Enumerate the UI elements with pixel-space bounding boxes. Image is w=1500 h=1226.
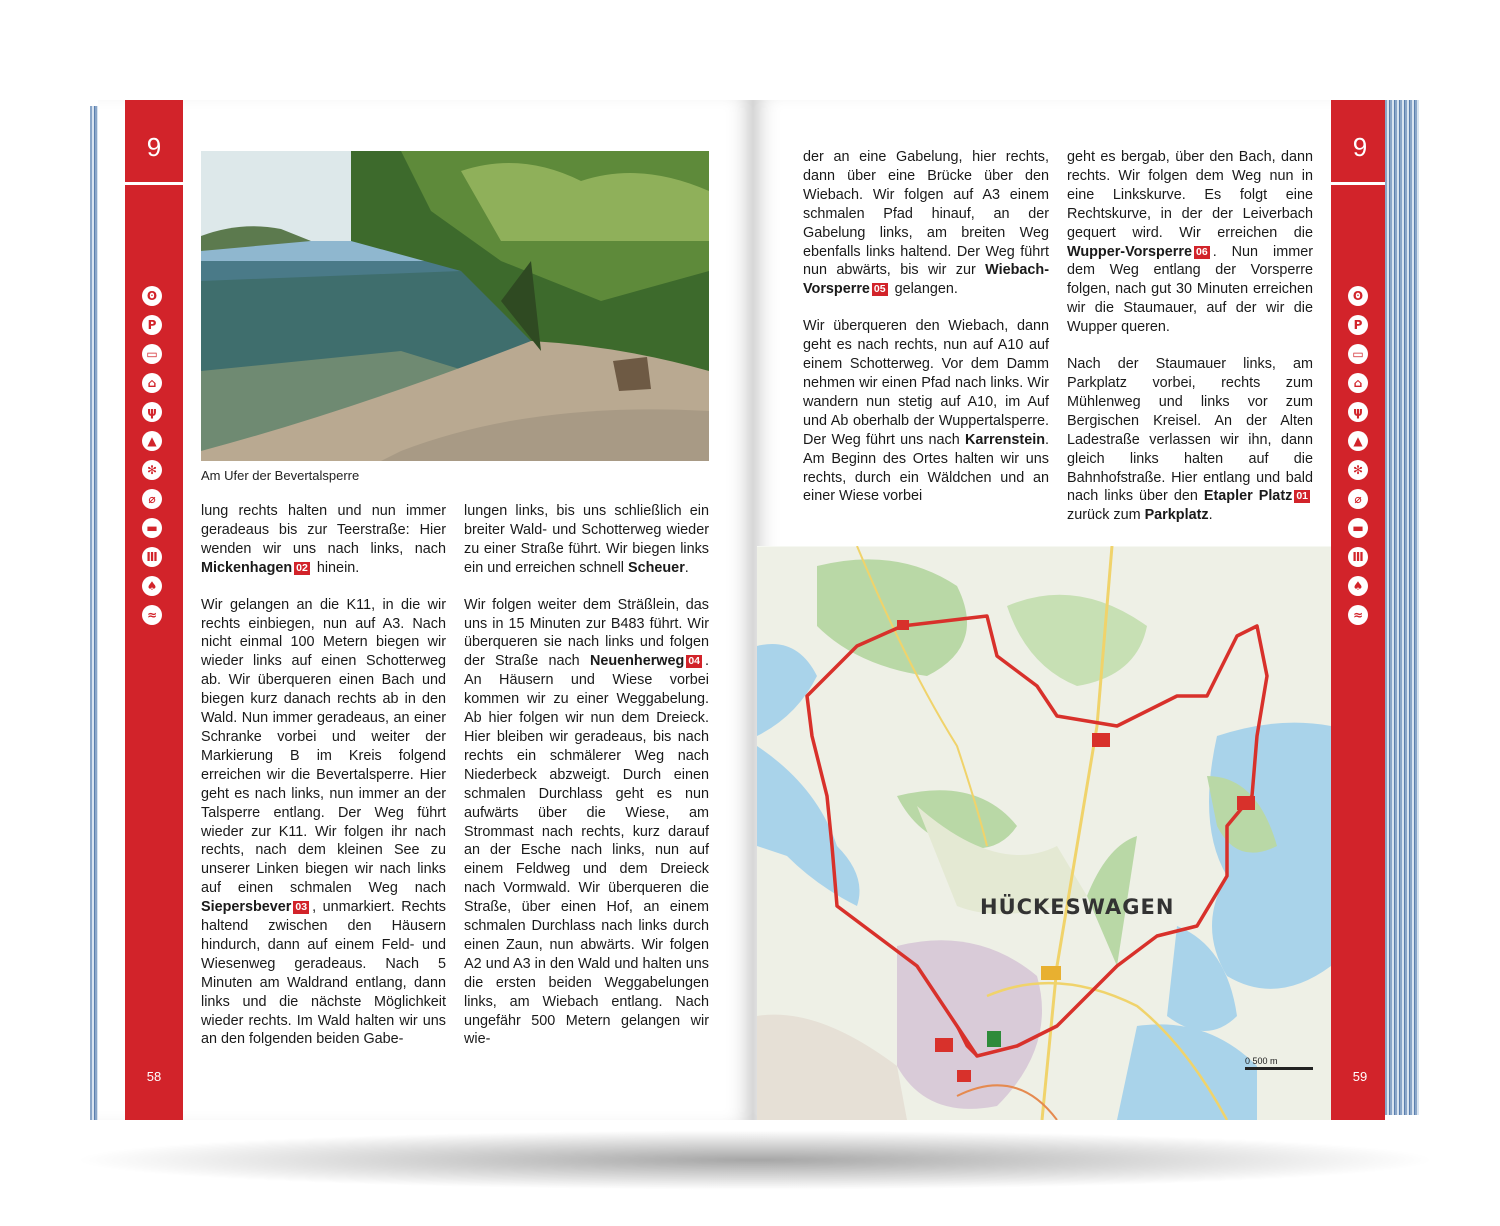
parking-icon: P <box>142 315 162 335</box>
place-name: Etapler Platz <box>1203 488 1293 505</box>
museum-icon: Ⅲ <box>142 547 162 567</box>
place-name: Wiebach-Vorsperre <box>803 262 1049 298</box>
camping-icon: ▲ <box>1348 431 1368 451</box>
place-name: Mickenhagen <box>201 559 293 576</box>
paragraph <box>1067 355 1313 525</box>
right-page <box>753 100 1385 1120</box>
tour-number-right: 9 <box>1352 132 1368 162</box>
text-segment: gelangen. <box>890 281 958 298</box>
waypoint-badge: 03 <box>295 901 308 914</box>
waypoint-badge: 04 <box>688 655 700 668</box>
book-shadow <box>70 1130 1440 1190</box>
paragraph <box>464 596 709 1050</box>
text-segment: . An Häusern und Wiese vorbei kommen wir zu einer Weggabelung. Ab hier folgen wir nun dem Dreieck. Hier bleiben wir geradeaus, bis nach rechts ein schmälerer Weg nach Niederbeck abzweigt. Durch einen schmalen Durchlass geht es nun aufwärts über die Wiese, am Strommast nach rechts, kurz darauf an der Esche nach links, nun auf einem Feldweg und dem Dreieck nach Vormwald. Wir überqueren die Straße, über einen Hof, an einem schmalen Durchlass nach links durch einen Zaun, nun abwärts. Wir folgen A2 und A3 in den Wald und halten uns die ersten beiden Weggabelungen links, am Wiebach entlang. Nach ungefähr 500 Metern gelangen wir wie- <box>464 653 709 1048</box>
swimming-icon: ≈ <box>1348 605 1368 625</box>
text-column-4 <box>1067 148 1313 543</box>
text-column-3 <box>803 148 1049 524</box>
museum-icon: Ⅲ <box>1348 547 1368 567</box>
snowflake-icon: ✻ <box>1348 460 1368 480</box>
waypoint-badge: 05 <box>873 283 886 296</box>
bicycle-icon: ⌀ <box>142 489 162 509</box>
map-town-label: HÜCKESWAGEN <box>980 895 1175 919</box>
tour-number: 9 <box>146 132 162 162</box>
band-divider <box>125 182 183 185</box>
route-map <box>757 546 1331 1120</box>
text-segment: zurück zum <box>1067 507 1145 524</box>
text-segment: , unmarkiert. Rechts haltend zwischen den Häusern hindurch, dann auf einem Feld- und Wiesenweg geradeaus. Nach 5 Minuten am Waldrand entlang, dann links und die nächste Möglichkeit wieder rechts. Im Wald halten wir uns an den folgenden beiden Gabe- <box>201 899 446 1048</box>
left-page <box>98 100 753 1120</box>
waypoint-badge: 02 <box>296 561 308 574</box>
text-segment: geht es bergab, über den Bach, dann rechts. Wir folgen dem Weg nun in eine Linkskurve. Es folgt eine Rechtskurve, in der der Leiverbach gequert wird. Wir erreichen die <box>1067 149 1313 241</box>
photo-caption: Am Ufer der Bevertalsperre <box>201 468 360 483</box>
restaurant-icon: ψ <box>1348 402 1368 422</box>
place-name: Wupper-Vorsperre <box>1067 243 1193 260</box>
camping-icon: ▲ <box>142 431 162 451</box>
map-scale-bar <box>1245 1067 1313 1070</box>
bus-icon: ▭ <box>142 344 162 364</box>
right-page-edges <box>1385 100 1419 1115</box>
text-segment: . <box>1208 507 1213 524</box>
restaurant-icon: ψ <box>142 402 162 422</box>
tree-icon: ♠ <box>1348 576 1368 596</box>
place-name: Parkplatz <box>1144 507 1209 524</box>
place-name: Karrenstein <box>965 431 1045 448</box>
paragraph <box>803 148 1049 299</box>
waypoint-badge: 06 <box>1196 245 1208 258</box>
bear-icon: ʘ <box>1348 286 1368 306</box>
bus-icon: ▭ <box>1348 344 1368 364</box>
text-segment: Nach der Staumauer links, am Parkplatz vorbei, rechts zum Mühlenweg und links vor zum Bergischen Kreisel. An der Alten Ladestraße verlassen wir ihn, dann gleich links halten auf die Bahnhofstraße. Hier entlang und bald nach links über den <box>1067 356 1313 505</box>
text-segment: Wir gelangen an die K11, in die wir rechts einbiegen, nun auf A3. Nach nicht einmal 100 Metern biegen wir wieder links auf einen Schotterweg ab. Wir überqueren einen Bach und biegen kurz danach rechts ab in den Wald. Nun immer geradeaus, an einer Schranke vorbei und weiter der Markierung B im Kreis folgend erreichen wir die Bevertalsperre. Hier geht es nach links, nun immer an der Talsperre entlang. Der Weg führt wieder zur K11. Wir folgen ihr nach rechts, nach dem kleinen See zu unserer Linken biegen wir nach links auf einen schmalen Weg nach <box>201 596 446 897</box>
text-column-2 <box>464 502 709 1067</box>
parking-icon: P <box>1348 315 1368 335</box>
text-segment: . Nun immer dem Weg entlang der Vorsperre folgen, nach gut 30 Minuten erreichen wir die Staumauer, auf der wir die Wupper queren. <box>1067 243 1313 336</box>
text-segment: . Am Beginn des Ortes halten wir uns rechts, durch ein Wäldchen und an einer Wiese vorbei <box>803 431 1049 505</box>
text-segment: der an eine Gabelung, hier rechts, dann über eine Brücke über den Wiebach. Wir folgen auf A3 einem schmalen Pfad hinauf, an der Gabelung links, am breiten Weg ebenfalls links haltend. Der Weg führt nun abwärts, bis wir zur <box>803 149 1049 279</box>
paragraph <box>201 596 446 1050</box>
bicycle-icon: ⌀ <box>1348 489 1368 509</box>
lake-shore-photo <box>201 151 709 461</box>
text-segment: Wir überqueren den Wiebach, dann geht es nach rechts, nun auf A10 auf einem Schotterweg. Vor dem Damm nehmen wir einen Pfad nach links. Wir wandern nun stetig auf A10, im Auf und Ab oberhalb der Wuppertalsperre. Der Weg führt uns nach <box>803 318 1049 448</box>
icon-column-right <box>1348 286 1372 634</box>
tree-icon: ♠ <box>142 576 162 596</box>
paragraph <box>1067 148 1313 337</box>
cable-car-icon: ⌂ <box>142 373 162 393</box>
page-number-left: 58 <box>146 1069 162 1084</box>
map-scale-label: 0 500 m <box>1245 1056 1278 1066</box>
map-scale <box>1245 1056 1313 1070</box>
text-segment: Wir folgen weiter dem Sträßlein, das uns in 15 Minuten zur B483 führt. Wir überqueren sie nach links und folgen der Straße nach <box>464 596 709 670</box>
text-column-1 <box>201 502 446 1067</box>
left-side-band <box>125 100 183 1120</box>
place-name: Siepersbever <box>201 899 292 916</box>
paragraph <box>464 502 709 578</box>
snowflake-icon: ✻ <box>142 460 162 480</box>
text-segment: . <box>684 559 689 576</box>
paragraph <box>201 502 446 578</box>
paragraph <box>803 317 1049 506</box>
right-side-band <box>1331 100 1385 1120</box>
bed-icon: ▬ <box>1348 518 1368 538</box>
waypoint-badge: 01 <box>1296 490 1308 503</box>
text-segment: lungen links, bis uns schließlich ein breiter Wald- und Schotterweg wieder zu einer Straße führt. Wir biegen links ein und erreichen schnell <box>464 503 709 576</box>
place-name: Scheuer <box>628 559 685 576</box>
icon-column <box>142 286 166 634</box>
band-divider-right <box>1331 182 1385 185</box>
place-name: Neuenherweg <box>589 653 685 670</box>
swimming-icon: ≈ <box>142 605 162 625</box>
page-number-right: 59 <box>1352 1069 1368 1084</box>
text-segment: hinein. <box>312 559 360 576</box>
cable-car-icon: ⌂ <box>1348 373 1368 393</box>
bed-icon: ▬ <box>142 518 162 538</box>
bear-icon: ʘ <box>142 286 162 306</box>
text-segment: lung rechts halten und nun immer geradeaus bis zur Teerstraße: Hier wenden wir uns nach links, nach <box>201 503 446 557</box>
